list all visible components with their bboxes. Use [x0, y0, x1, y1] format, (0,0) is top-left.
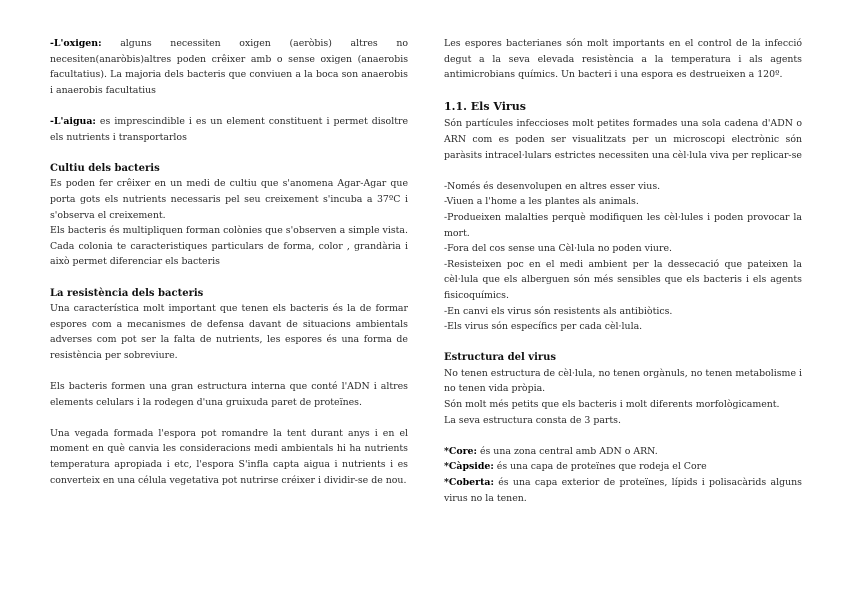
core-item — [444, 444, 802, 460]
virus-list-item: -Viuen a l'home a les plantes als animals. — [444, 196, 639, 208]
cultiu-paragraph-2: Els bacteris és multipliquen forman colònies que s'observen a simple vista. Cada colonia te caracteristiques particulars de forma, color , grandària i això permet diferenciar els bacteris — [50, 225, 408, 268]
oxigen-text: alguns necessiten oxigen (aeròbis) altres no necesiten(anaròbis)altres poden crêixer amb o sense oxigen (anaerobis facultatius). La majoria dels bacteris que conviuen a la boca son anaerobis i anaerobis facultatius — [50, 38, 408, 96]
coberta-lead: *Coberta: — [444, 477, 494, 489]
espores-intro-paragraph: Les espores bacterianes són molt importants en el control de la infecció degut a la seva elevada resistència a la temperatura i als agents antimicrobians químics. Un bacteri i una espora es destrueixen a 120º. — [444, 38, 802, 81]
core-text: és una zona central amb ADN o ARN. — [476, 445, 658, 457]
coberta-text: és una capa exterior de proteïnes, lípids i polisacàrids alguns virus no la tenen. — [444, 477, 802, 504]
cultiu-heading: Cultiu dels bacteris — [50, 162, 160, 174]
resistencia-paragraph-2: Els bacteris formen una gran estructura interna que conté l'ADN i altres elements celulars i la rodegen d'una gruixuda paret de proteïnes. — [50, 381, 408, 408]
aigua-text: es imprescindible i es un element constituent i permet disoltre els nutrients i transportarlos — [50, 115, 408, 143]
core-lead: *Core: — [444, 445, 477, 457]
aigua-paragraph — [50, 114, 408, 145]
coberta-item — [444, 475, 802, 506]
right-column — [444, 36, 802, 506]
resistencia-heading: La resistència dels bacteris — [50, 287, 204, 299]
virus-list-item: -Produeixen malalties perquè modifiquen les cèl·lules i poden provocar la mort. — [444, 211, 802, 239]
virus-list-item: -Fora del cos sense una Cèl·lula no poden viure. — [444, 243, 672, 255]
virus-list-item: -Només és desenvolupen en altres esser vius. — [444, 180, 661, 192]
virus-list-item: -Els virus són específics per cada cèl·lula. — [444, 321, 643, 333]
resistencia-paragraph-3: Una vegada formada l'espora pot romandre la tent durant anys i en el moment en què canvia les consideracions medi ambientals hi ha nutrients temperatura apropiada i etc, l'espora S'infla capta aigua i nutrients i es converteix en una célula vegetativa pot nutrirse créixer i dividir-se de nou. — [50, 427, 408, 486]
oxigen-lead: -L'oxigen: — [50, 38, 102, 49]
estructura-paragraph-3: La seva estructura consta de 3 parts. — [444, 414, 621, 426]
estructura-heading: Estructura del virus — [444, 352, 557, 364]
virus-list-item: -Resisteixen poc en el medi ambient per la dessecació que pateixen la cèl·lula que els alberguen són més sensibles que els bacteris i els agents fisicoquímics. — [444, 258, 802, 301]
virus-paragraph-1: Són partícules infeccioses molt petites formades una sola cadena d'ADN o ARN com es poden ser visualitzats per un microscopi electrònic són paràsits intracel·lulars estrictes necessiten una cèl·lula viva per replicar-se — [444, 118, 802, 161]
oxigen-paragraph — [50, 36, 408, 98]
capside-lead: *Càpside: — [444, 461, 494, 473]
capside-item — [444, 459, 802, 475]
resistencia-paragraph-1: Una característica molt important que tenen els bacteris és la de formar espores com a mecanismes de defensa davant de situacions ambientals adverses com pot ser la falta de nutrients, les espores és una forma de resistència per sobreviure. — [50, 303, 408, 361]
estructura-paragraph-2: Són molt més petits que els bacteris i molt diferents morfològicament. — [444, 399, 780, 411]
capside-text: és una capa de proteïnes que rodeja el Core — [493, 461, 707, 473]
virus-heading: 1.1. Els Virus — [444, 100, 526, 114]
estructura-paragraph-1: No tenen estructura de cèl·lula, no tenen orgànuls, no tenen metabolisme i no tenen vida pròpia. — [444, 367, 802, 395]
left-column — [50, 36, 408, 488]
cultiu-paragraph-1: Es poden fer crêixer en un medi de cultiu que s'anomena Agar-Agar que porta gots els nutrients necessaris pel seu creixement s'incuba a 37ºC i s'observa el creixement. — [50, 178, 408, 221]
aigua-lead: -L'aigua: — [50, 115, 96, 127]
virus-list-item: -En canvi els virus són resistents als antibiòtics. — [444, 305, 673, 317]
